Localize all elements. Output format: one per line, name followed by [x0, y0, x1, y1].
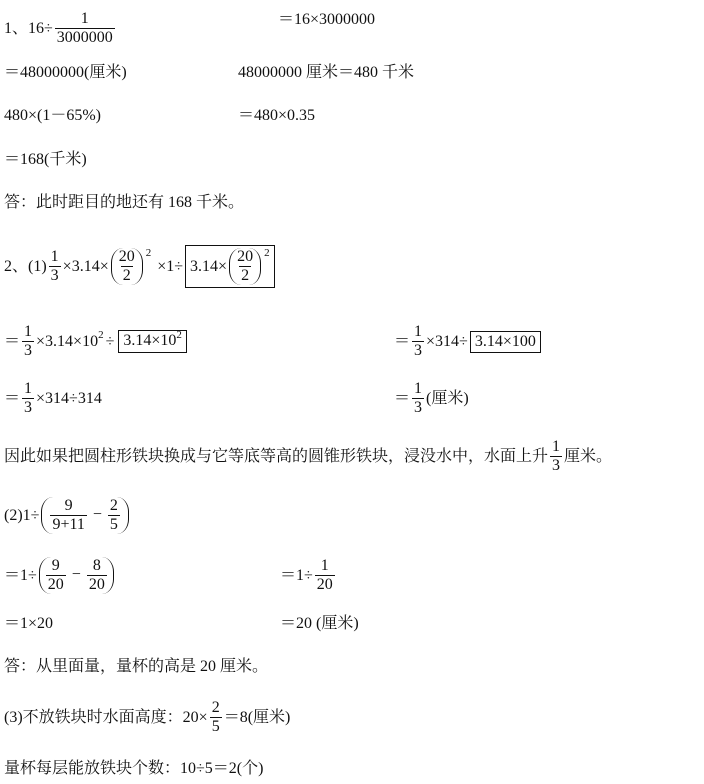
- q1-answer: 答：此时距目的地还有 168 千米。: [4, 194, 245, 211]
- q1-line2-right: 48000000 厘米＝480 千米: [238, 64, 415, 81]
- q2-part1-row2-left: [4, 380, 102, 417]
- fraction-numerator: 2: [109, 497, 118, 514]
- fraction: [87, 557, 107, 594]
- square-exponent: 2: [145, 246, 152, 259]
- paren-group: [111, 248, 143, 285]
- fraction-denominator: 20: [47, 576, 64, 593]
- times-one-divide: ×1÷: [157, 257, 184, 275]
- q1-scale-fraction: [55, 10, 115, 47]
- equals-sign: ＝: [4, 332, 21, 350]
- q2-part1-row2-right: [394, 380, 469, 417]
- bracket-group: [185, 245, 275, 288]
- minus-sign: −: [92, 506, 102, 524]
- fraction: [50, 497, 86, 534]
- fraction-numerator: 9: [64, 497, 73, 514]
- row-expression: ×314÷314: [36, 389, 102, 407]
- square-exponent: 2: [98, 328, 104, 341]
- fraction-numerator: 1: [24, 380, 33, 397]
- q1-line1-right: ＝16×3000000: [278, 11, 376, 28]
- fraction-denominator: 3: [50, 267, 59, 284]
- q1-line1: [4, 10, 117, 47]
- fraction-numerator: 8: [92, 557, 101, 574]
- times-sign: ×: [99, 257, 109, 275]
- fraction: [210, 699, 222, 736]
- q2-part2-line1: [4, 497, 131, 534]
- q2-part3-result: ＝8(厘米): [223, 708, 291, 726]
- q2-part2-row2-left: ＝1×20: [4, 615, 54, 632]
- fraction: [108, 497, 120, 534]
- fraction-denominator: 5: [109, 516, 118, 533]
- bracket-group: [118, 330, 187, 353]
- fraction-numerator: 1: [24, 323, 33, 340]
- q2-part1-line1: [4, 245, 277, 288]
- equals-sign: ＝: [394, 332, 411, 350]
- q2-part2-prefix: (2)1÷: [4, 506, 40, 524]
- one-third-fraction: [49, 248, 61, 285]
- times-sign: ×: [218, 257, 228, 275]
- fraction-denominator: 20: [316, 576, 333, 593]
- fraction-numerator: 2: [211, 699, 220, 716]
- fraction-numerator: 1: [320, 557, 329, 574]
- q1-line3-right: ＝480×0.35: [238, 107, 316, 124]
- fraction-denominator: 9+11: [52, 516, 85, 533]
- fraction-denominator: 2: [122, 267, 131, 284]
- q2-part3-line2: 量杯每层能放铁块个数：10÷5＝2(个): [4, 760, 264, 777]
- equals-sign: ＝: [394, 389, 411, 407]
- q2-part3-text: (3)不放铁块时水面高度：20×: [4, 708, 208, 726]
- bracket-group: [470, 331, 541, 353]
- paren-group: [229, 248, 261, 285]
- radius-fraction: [117, 248, 137, 285]
- fraction-numerator: 9: [51, 557, 60, 574]
- paren-group: [39, 557, 114, 594]
- fraction-denominator: 3: [24, 399, 33, 416]
- minus-sign: −: [71, 566, 81, 584]
- conclusion-text: 因此如果把圆柱形铁块换成与它等底等高的圆锥形铁块，浸没水中，水面上升: [4, 447, 549, 465]
- paren-group: [41, 497, 128, 534]
- fraction-denominator: 20: [88, 576, 105, 593]
- fraction-denominator: 3: [552, 457, 561, 474]
- square-exponent: 2: [264, 246, 270, 259]
- q2-part1-prefix: 2、(1): [4, 257, 47, 275]
- bracket-expression: 3.14×100: [474, 332, 536, 350]
- fraction-numerator: 1: [414, 323, 423, 340]
- radius-fraction: [235, 248, 255, 285]
- fraction-denominator: 3000000: [56, 29, 113, 46]
- fraction-denominator: 5: [211, 718, 220, 735]
- equals-sign: ＝: [4, 389, 21, 407]
- fraction-denominator: 3: [24, 342, 33, 359]
- q1-line4: ＝168(千米): [4, 151, 87, 168]
- row-expression: ＝1÷: [280, 566, 313, 584]
- fraction-numerator: 1: [552, 438, 561, 455]
- q2-part2-row2-right: ＝20 (厘米): [280, 615, 359, 632]
- row-expression: ×314÷: [426, 332, 468, 350]
- q2-part1-conclusion: [4, 438, 612, 475]
- q2-part1-row1-right: [394, 323, 543, 360]
- fraction-numerator: 1: [50, 248, 59, 265]
- fraction-denominator: 2: [241, 267, 250, 284]
- fraction: [315, 557, 335, 594]
- q2-part2-row1-right: [280, 557, 337, 594]
- one-third-fraction: [412, 323, 424, 360]
- divide-sign: ÷: [105, 332, 115, 350]
- q1-line3-left: 480×(1－65%): [4, 107, 102, 124]
- fraction: [46, 557, 66, 594]
- q1-line1-prefix: 1、16÷: [4, 19, 53, 37]
- pi-value: 3.14: [190, 257, 219, 275]
- q2-part2-row1-left: [4, 557, 116, 594]
- one-third-fraction: [22, 323, 34, 360]
- fraction-denominator: 3: [414, 399, 423, 416]
- one-third-fraction: [22, 380, 34, 417]
- q2-part3-line1: [4, 699, 290, 736]
- q1-line2-left: ＝48000000(厘米): [4, 64, 127, 81]
- one-third-fraction: [412, 380, 424, 417]
- q2-part2-answer: 答：从里面量，量杯的高是 20 厘米。: [4, 658, 269, 675]
- bracket-expression: 3.14×10: [123, 332, 177, 349]
- row-expression: ＝1÷: [4, 566, 37, 584]
- q2-part1-row1-left: [4, 323, 189, 360]
- square-exponent: 2: [176, 329, 182, 341]
- unit-label: (厘米): [426, 389, 469, 407]
- fraction-denominator: 3: [414, 342, 423, 359]
- row-expression: ×3.14×10: [36, 332, 99, 350]
- fraction-numerator: 20: [237, 248, 254, 265]
- one-third-fraction: [550, 438, 562, 475]
- fraction-numerator: 20: [118, 248, 135, 265]
- conclusion-text-end: 厘米。: [564, 447, 613, 465]
- times-sign: ×: [62, 257, 72, 275]
- pi-value: 3.14: [71, 257, 100, 275]
- fraction-numerator: 1: [414, 380, 423, 397]
- fraction-numerator: 1: [80, 10, 89, 27]
